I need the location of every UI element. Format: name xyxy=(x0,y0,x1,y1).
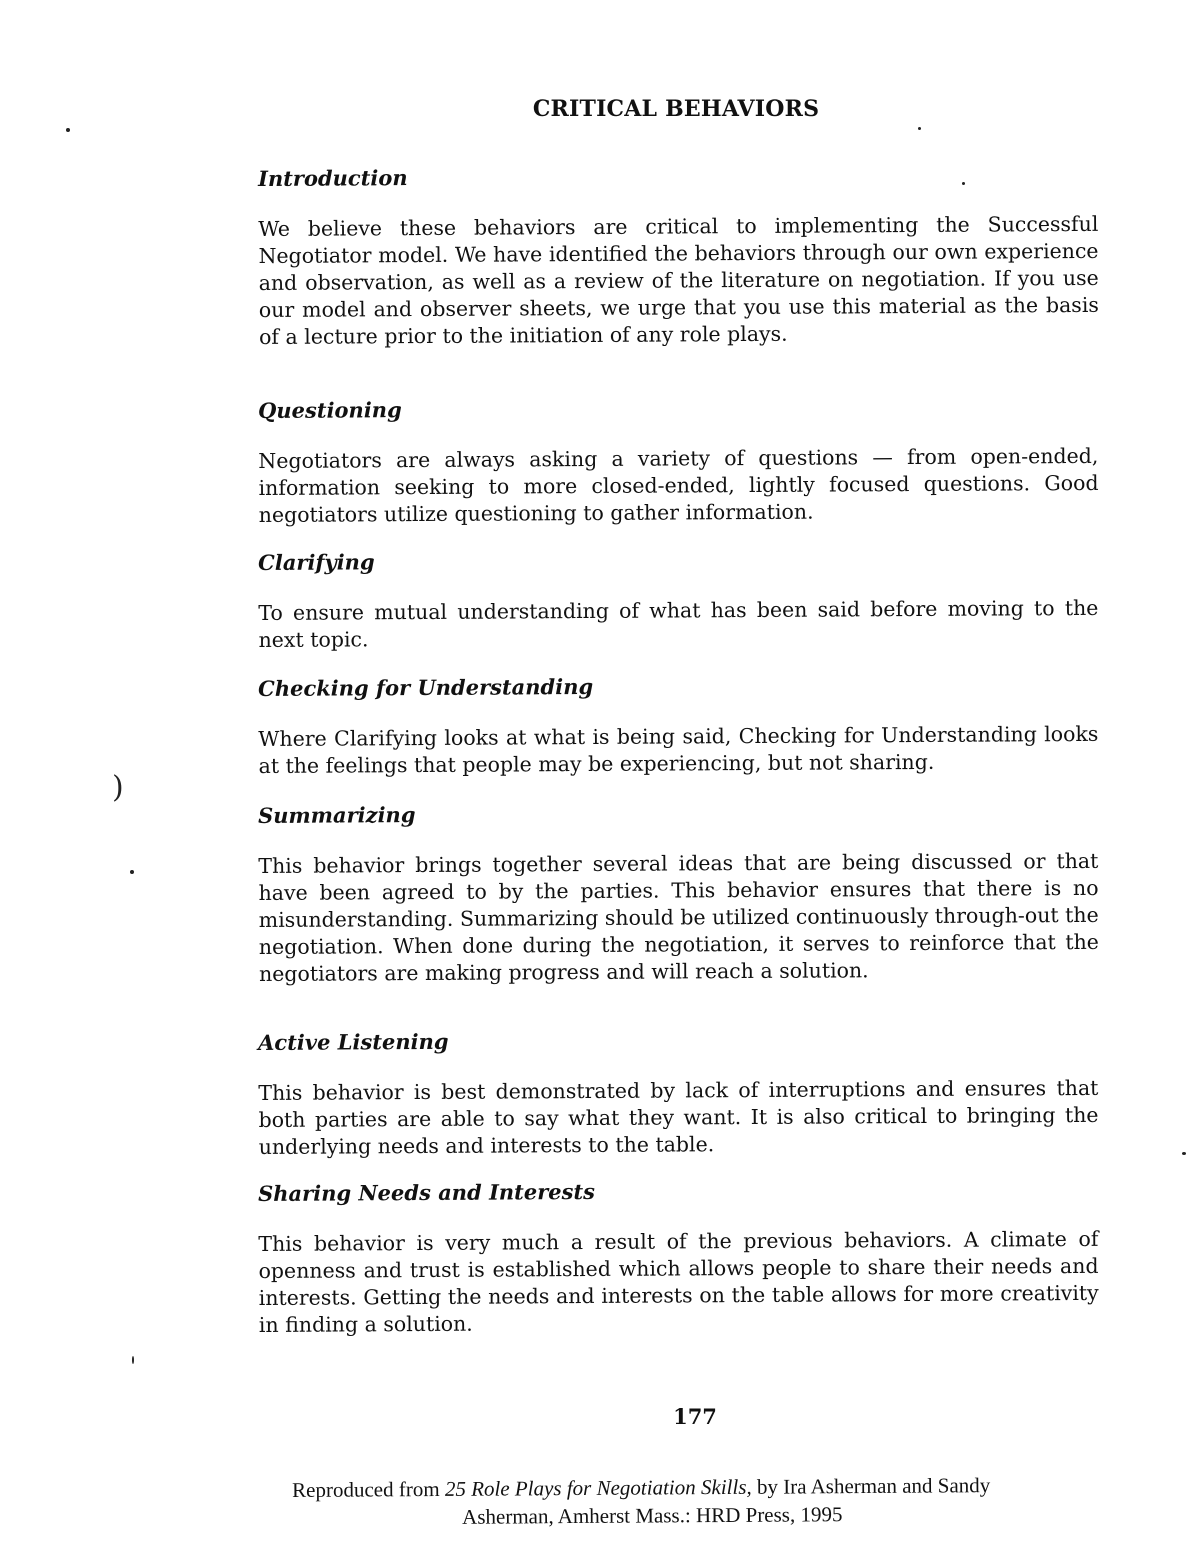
section-body: Where Clarifying looks at what is being said, Checking for Understanding looks at the feelings that people may be experiencing, but not sharing. xyxy=(258,721,1099,778)
citation xyxy=(292,1470,1082,1532)
citation-prefix: Reproduced from xyxy=(292,1476,445,1502)
section-active-listening xyxy=(258,1025,1099,1161)
section-body: This behavior is best demonstrated by lack of interruptions and ensures that both parties are able to say what they want. It is also critical to bringing the underlying needs and interests to the table. xyxy=(258,1075,1099,1159)
section-checking-for-understanding xyxy=(258,671,1099,780)
scan-speck xyxy=(66,128,70,132)
scan-speck xyxy=(130,870,134,874)
page-number: 177 xyxy=(673,1404,717,1429)
section-heading: Sharing Needs and Interests xyxy=(258,1178,596,1206)
section-body: To ensure mutual understanding of what has been said before moving to the next topic. xyxy=(258,595,1099,652)
section-sharing-needs-and-interests xyxy=(258,1176,1099,1339)
section-heading: Clarifying xyxy=(258,549,375,575)
scan-mark: ) xyxy=(112,770,124,805)
section-summarizing xyxy=(258,798,1099,988)
section-heading: Introduction xyxy=(258,165,408,191)
scan-speck xyxy=(132,1356,134,1364)
section-heading: Checking for Understanding xyxy=(258,673,594,701)
citation-book-title: 25 Role Plays for Negotiation Skills, xyxy=(444,1474,752,1501)
section-clarifying xyxy=(258,545,1099,654)
citation-line2: Asherman, Amherst Mass.: HRD Press, 1995 xyxy=(462,1502,843,1529)
scan-speck xyxy=(1182,1152,1186,1155)
scan-speck xyxy=(962,182,965,185)
section-body: This behavior is very much a result of the previous behaviors. A climate of openness and trust is established which allows people to share their needs and interests. Getting the needs and interests on the table allows for more creativity in finding a solution. xyxy=(258,1226,1099,1337)
section-heading: Active Listening xyxy=(258,1028,449,1055)
section-questioning xyxy=(258,393,1099,529)
section-introduction xyxy=(258,161,1099,351)
citation-suffix: by Ira Asherman and Sandy xyxy=(751,1473,991,1499)
section-heading: Summarizing xyxy=(258,802,416,828)
section-body: This behavior brings together several ideas that are being discussed or that have been agreed to by the parties. This behavior ensures that there is no misunderstanding. Summarizing should be utilized continuously through-out the negotiation. When done during the negotiation, it serves to reinforce that the negotiators are making progress and will reach a solution. xyxy=(258,848,1099,986)
scan-speck xyxy=(918,127,921,130)
section-heading: Questioning xyxy=(258,397,402,423)
section-body: We believe these behaviors are critical to implementing the Successful Negotiator model. We have identified the behaviors through our own experience and observation, as well as a review of the literature on negotiation. If you use our model and observer sheets, we urge that you use this material as the basis of a lecture prior to the initiation of any role plays. xyxy=(258,211,1099,349)
page-title: CRITICAL BEHAVIORS xyxy=(532,96,820,122)
section-body: Negotiators are always asking a variety of questions — from open-ended, information seeking to more closed-ended, lightly focused questions. Good negotiators utilize questioning to gather information. xyxy=(258,443,1099,527)
